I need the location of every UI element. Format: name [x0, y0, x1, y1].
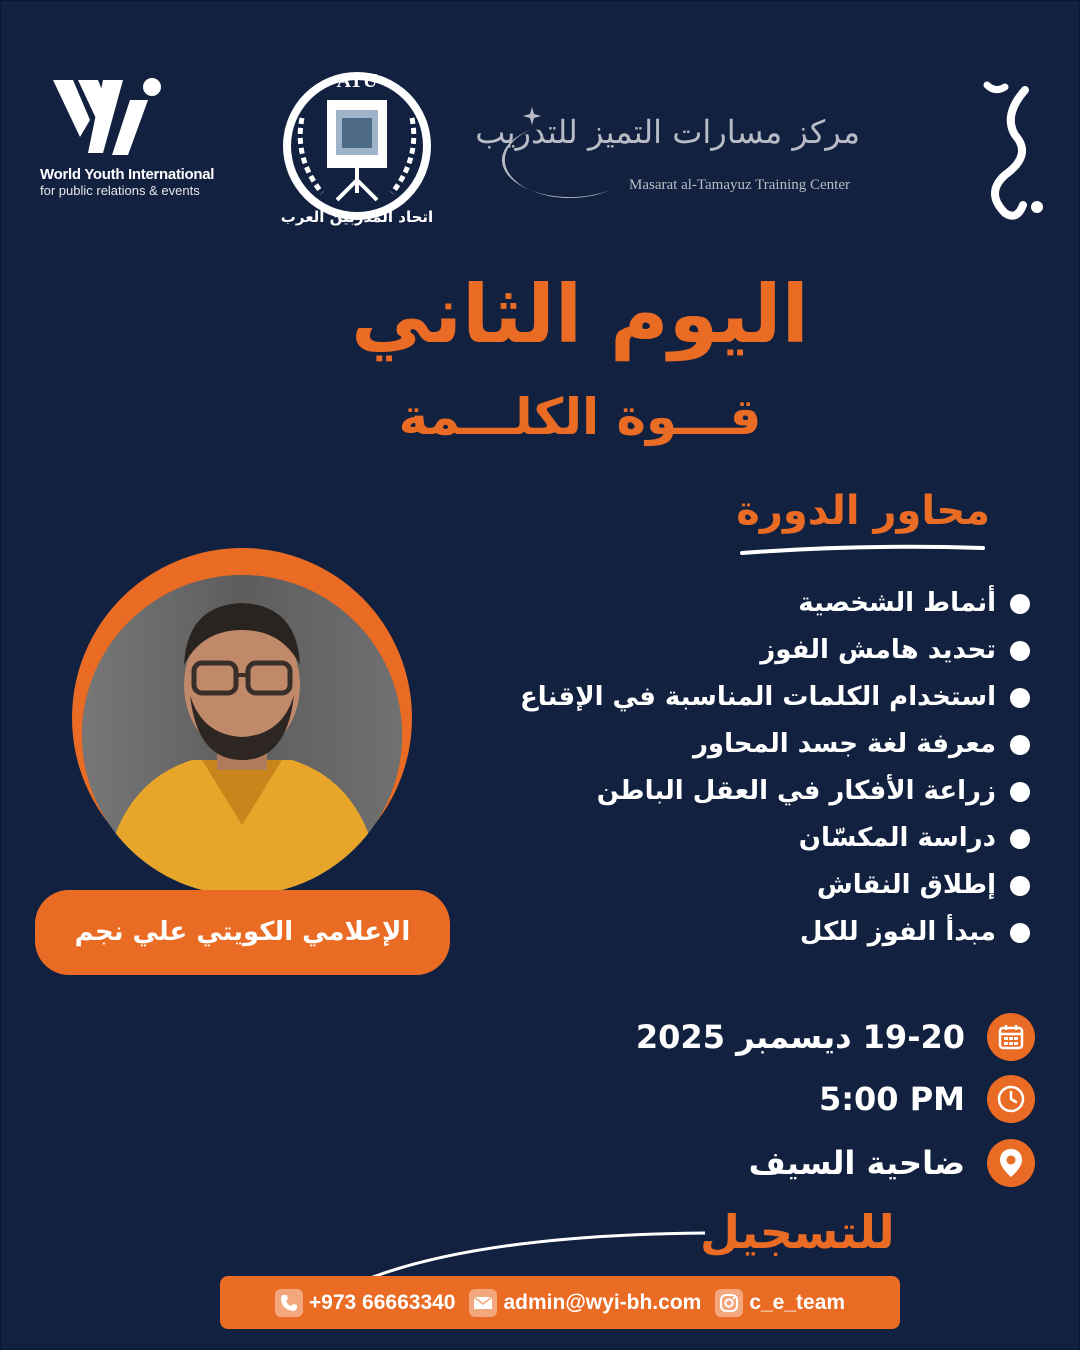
contact-bar: [220, 1276, 900, 1329]
instagram-icon: [715, 1289, 743, 1317]
wyi-name: World Youth International: [40, 166, 215, 183]
axes-item-text: معرفة لغة جسد المحاور: [692, 729, 996, 759]
bullet-dot: [1010, 829, 1030, 849]
masarat-logo: [460, 105, 860, 205]
email-contact[interactable]: [469, 1289, 701, 1317]
bullet-dot: [1010, 594, 1030, 614]
register-label: للتسجيل: [700, 1205, 895, 1259]
axes-item-text: استخدام الكلمات المناسبة في الإقناع: [520, 682, 996, 712]
masarat-arabic-name: مركز مسارات التميز للتدريب: [475, 113, 860, 151]
axes-item: [470, 862, 1030, 909]
event-date: 19-20 ديسمبر 2025: [635, 1018, 965, 1056]
wyi-mark-icon: [48, 75, 163, 160]
time-row: [819, 1074, 1035, 1124]
axes-item-text: زراعة الأفكار في العقل الباطن: [596, 776, 996, 806]
wyi-logo: [40, 75, 215, 198]
location-row: [749, 1138, 1035, 1188]
speaker-name: الإعلامي الكويتي علي نجم: [35, 890, 450, 975]
axes-heading: محاور الدورة: [736, 488, 990, 534]
axes-item: [470, 721, 1030, 768]
axes-list: [470, 580, 1030, 956]
axes-item: [470, 674, 1030, 721]
bullet-dot: [1010, 876, 1030, 896]
atu-arabic-label: اتحاد المدربين العرب: [280, 208, 434, 226]
calligraphy-mark-icon: [975, 75, 1050, 225]
bullet-dot: [1010, 641, 1030, 661]
axes-item-text: إطلاق النقاش: [816, 870, 996, 900]
topic-title: قـــوة الكلـــمة: [398, 388, 762, 446]
bullet-dot: [1010, 782, 1030, 802]
axes-item: [470, 580, 1030, 627]
clock-icon: [987, 1075, 1035, 1123]
event-location: ضاحية السيف: [748, 1144, 965, 1182]
phone-number: +973 66663340: [308, 1290, 456, 1314]
axes-item: [470, 627, 1030, 674]
event-time: 5:00 PM: [818, 1080, 965, 1118]
bullet-dot: [1010, 923, 1030, 943]
atu-logo: [272, 68, 442, 238]
axes-item-text: أنماط الشخصية: [798, 588, 996, 618]
instagram-handle: c_e_team: [749, 1290, 846, 1314]
axes-item: [470, 815, 1030, 862]
phone-icon: [275, 1289, 303, 1317]
wyi-subtitle: for public relations & events: [40, 183, 200, 198]
axes-item-text: دراسة المكسّان: [798, 823, 996, 853]
bullet-dot: [1010, 688, 1030, 708]
axes-item: [470, 768, 1030, 815]
email-address: admin@wyi-bh.com: [503, 1290, 702, 1314]
masarat-english-name: Masarat al-Tamayuz Training Center: [629, 177, 850, 193]
day-title: اليوم الثاني: [351, 268, 809, 361]
axes-item-text: مبدأ الفوز للكل: [799, 917, 996, 947]
atu-label: ATU: [336, 70, 378, 92]
instagram-contact[interactable]: [715, 1289, 845, 1317]
date-row: [636, 1012, 1035, 1062]
calligraphy-logo: [975, 75, 1050, 225]
axes-item-text: تحديد هامش الفوز: [760, 635, 996, 665]
location-pin-icon: [987, 1139, 1035, 1187]
bullet-dot: [1010, 735, 1030, 755]
calendar-icon: [987, 1013, 1035, 1061]
heading-underline: [740, 542, 985, 556]
phone-contact[interactable]: [275, 1289, 456, 1317]
speaker-photo: [82, 575, 402, 895]
axes-item: [470, 909, 1030, 956]
email-icon: [469, 1289, 497, 1317]
